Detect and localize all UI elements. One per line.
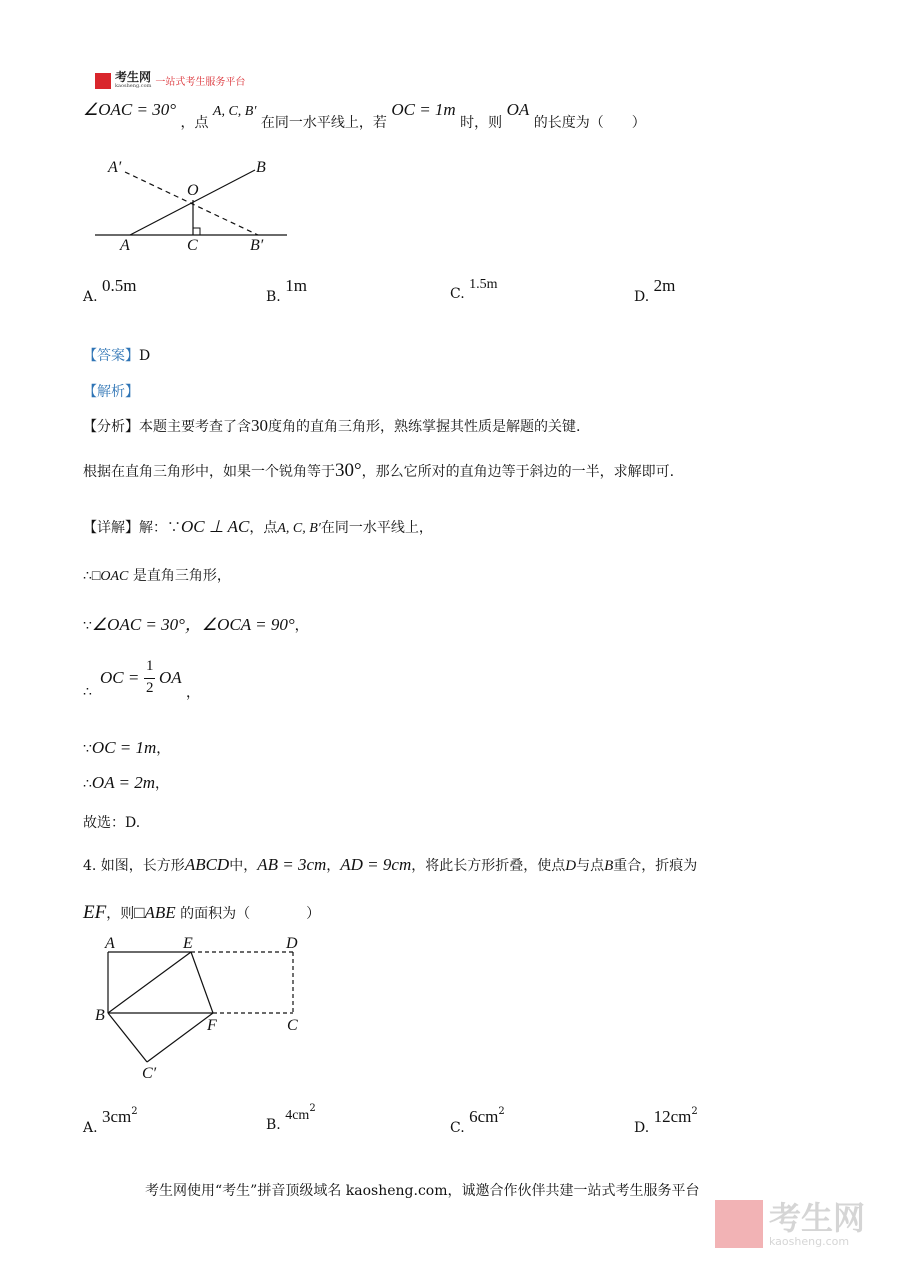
math: OA xyxy=(159,668,182,687)
logo-slogan: 一站式考生服务平台 xyxy=(155,77,246,88)
math: ABCD xyxy=(184,855,230,874)
answer-label: 【答案】 xyxy=(83,348,139,364)
text: ，点 xyxy=(180,115,209,131)
watermark-domain: kaosheng.com xyxy=(769,1234,850,1248)
math: ∠OAC = 30° xyxy=(83,100,177,119)
label-E: E xyxy=(183,935,193,952)
label: 【分析】 xyxy=(83,419,139,435)
label-D: D xyxy=(286,935,298,952)
label-B: B xyxy=(256,159,266,176)
text: ， xyxy=(326,858,341,874)
footer-text: 考生网使用“考生”拼音顶级域名 kaosheng.com，诚邀合作伙伴共建一站式考生服务平台 xyxy=(145,1183,700,1199)
math: OC ⊥ AC xyxy=(181,517,250,536)
math: □ABE xyxy=(134,903,176,922)
text: ∵ xyxy=(83,741,92,757)
exponent: 2 xyxy=(498,1106,505,1117)
label-B: B xyxy=(95,1007,105,1024)
seg-C'F xyxy=(147,1013,213,1062)
step-2 xyxy=(83,610,309,635)
option-c[interactable] xyxy=(450,1106,505,1137)
step-1 xyxy=(83,565,231,585)
option-letter: D. xyxy=(634,1120,650,1136)
text: 重合，折痕为 xyxy=(613,858,698,874)
text: ， xyxy=(294,618,309,634)
text: ，将此长方形折叠，使点 xyxy=(411,858,566,874)
right-angle-mark xyxy=(193,228,200,235)
text: 本题主要考查了含 xyxy=(139,419,251,435)
option-letter: A. xyxy=(83,289,98,305)
math: AB = 3cm xyxy=(257,855,327,874)
watermark-logo xyxy=(715,1200,865,1248)
text: ，则 xyxy=(106,906,135,922)
text: ， xyxy=(156,741,171,757)
fenxi xyxy=(83,416,580,436)
option-value: 1.5m xyxy=(469,277,498,292)
option-value: 3cm xyxy=(102,1107,132,1126)
num: 30 xyxy=(251,416,268,435)
text: 4. 如图，长方形 xyxy=(83,858,185,874)
label-C: C xyxy=(287,1017,298,1034)
math: OA = 2m xyxy=(91,773,156,792)
text: 度角的直角三角形，熟练掌握其性质是解题的关键. xyxy=(268,419,581,435)
answer-value: D xyxy=(139,348,151,364)
option-b[interactable] xyxy=(266,1103,316,1134)
math: A, C, B′ xyxy=(212,104,257,119)
text: 解：∵ xyxy=(139,520,181,536)
text: 中， xyxy=(229,858,258,874)
option-letter: B. xyxy=(266,289,281,305)
option-d[interactable] xyxy=(634,276,676,306)
label-A: A xyxy=(105,935,115,952)
text: 与点 xyxy=(576,858,605,874)
exponent: 2 xyxy=(309,1103,316,1114)
math: B xyxy=(604,858,614,874)
q4-figure xyxy=(0,920,400,1090)
text: 的长度为（ ） xyxy=(533,115,646,131)
label: 【详解】 xyxy=(83,520,139,536)
option-value: 12cm xyxy=(653,1107,692,1126)
text: ， xyxy=(155,776,170,792)
option-value: 1m xyxy=(285,276,307,295)
math: OA xyxy=(506,100,530,119)
seg-BC' xyxy=(108,1013,147,1062)
text: ，那么它所对的直角边等于斜边的一半，求解即可. xyxy=(361,464,675,480)
text: ∵ xyxy=(83,618,92,634)
label-C: C xyxy=(187,237,198,254)
math: OC = xyxy=(100,668,140,687)
option-letter: C. xyxy=(450,286,465,302)
math: EF xyxy=(83,902,107,923)
math: D xyxy=(565,858,577,874)
text: 的面积为（ ） xyxy=(180,906,321,922)
option-letter: B. xyxy=(266,1117,281,1133)
label-F: F xyxy=(207,1017,217,1034)
math: ∠OAC = 30°，∠OCA = 90° xyxy=(91,615,295,634)
math: AD = 9cm xyxy=(340,855,412,874)
q3-figure xyxy=(0,0,900,300)
text: 根据在直角三角形中，如果一个锐角等于 xyxy=(83,464,335,480)
option-c[interactable] xyxy=(450,277,498,303)
label-B-prime: B′ xyxy=(250,237,264,254)
text: ， xyxy=(186,685,200,701)
seg-EF xyxy=(191,952,213,1013)
watermark-name: 考生网 xyxy=(769,1198,866,1237)
text: ∴ xyxy=(83,568,92,584)
math: OC = 1m xyxy=(91,738,157,757)
option-value: 2m xyxy=(653,276,676,295)
label-A-prime: A′ xyxy=(108,159,122,176)
fraction-bar xyxy=(144,678,155,679)
watermark-icon xyxy=(715,1200,763,1248)
option-value: 6cm xyxy=(469,1107,499,1126)
text: ，点 xyxy=(249,520,278,536)
option-b[interactable] xyxy=(266,276,307,306)
math: OC = 1m xyxy=(391,100,456,119)
option-d[interactable] xyxy=(634,1106,698,1137)
detail xyxy=(83,517,433,537)
option-value: 0.5m xyxy=(102,276,137,295)
label-A: A xyxy=(120,237,130,254)
step-5 xyxy=(83,773,169,793)
option-value: 4cm xyxy=(285,1108,310,1123)
fraction-den: 2 xyxy=(146,680,154,696)
text: 在同一水平线上，若 xyxy=(260,115,387,131)
label-C-prime: C′ xyxy=(142,1065,157,1082)
fraction-num: 1 xyxy=(146,658,154,674)
analysis-label: 【解析】 xyxy=(83,384,139,400)
answer xyxy=(83,345,150,365)
option-letter: D. xyxy=(634,289,650,305)
text: 在同一水平线上， xyxy=(320,520,433,536)
label-O: O xyxy=(187,182,199,199)
option-letter: A. xyxy=(83,1120,98,1136)
exponent: 2 xyxy=(131,1106,138,1117)
exponent: 2 xyxy=(691,1106,698,1117)
logo-domain: kaosheng.com xyxy=(115,83,152,89)
text: ∴ xyxy=(83,776,92,792)
math: □OAC xyxy=(91,569,129,584)
num: 30° xyxy=(335,460,362,481)
option-letter: C. xyxy=(450,1120,465,1136)
seg-BE xyxy=(108,952,191,1013)
text: 时，则 xyxy=(460,115,503,131)
option-a[interactable] xyxy=(83,276,137,306)
choose: 故选：D. xyxy=(83,815,141,831)
rule xyxy=(83,460,674,482)
q4-line-1 xyxy=(83,855,697,875)
logo-name: 考生网 xyxy=(115,70,152,84)
option-a[interactable] xyxy=(83,1106,138,1137)
step-4 xyxy=(83,738,170,758)
text: 是直角三角形， xyxy=(132,568,231,584)
text: ∴ xyxy=(83,684,92,700)
math: A, C, B′ xyxy=(277,521,321,536)
